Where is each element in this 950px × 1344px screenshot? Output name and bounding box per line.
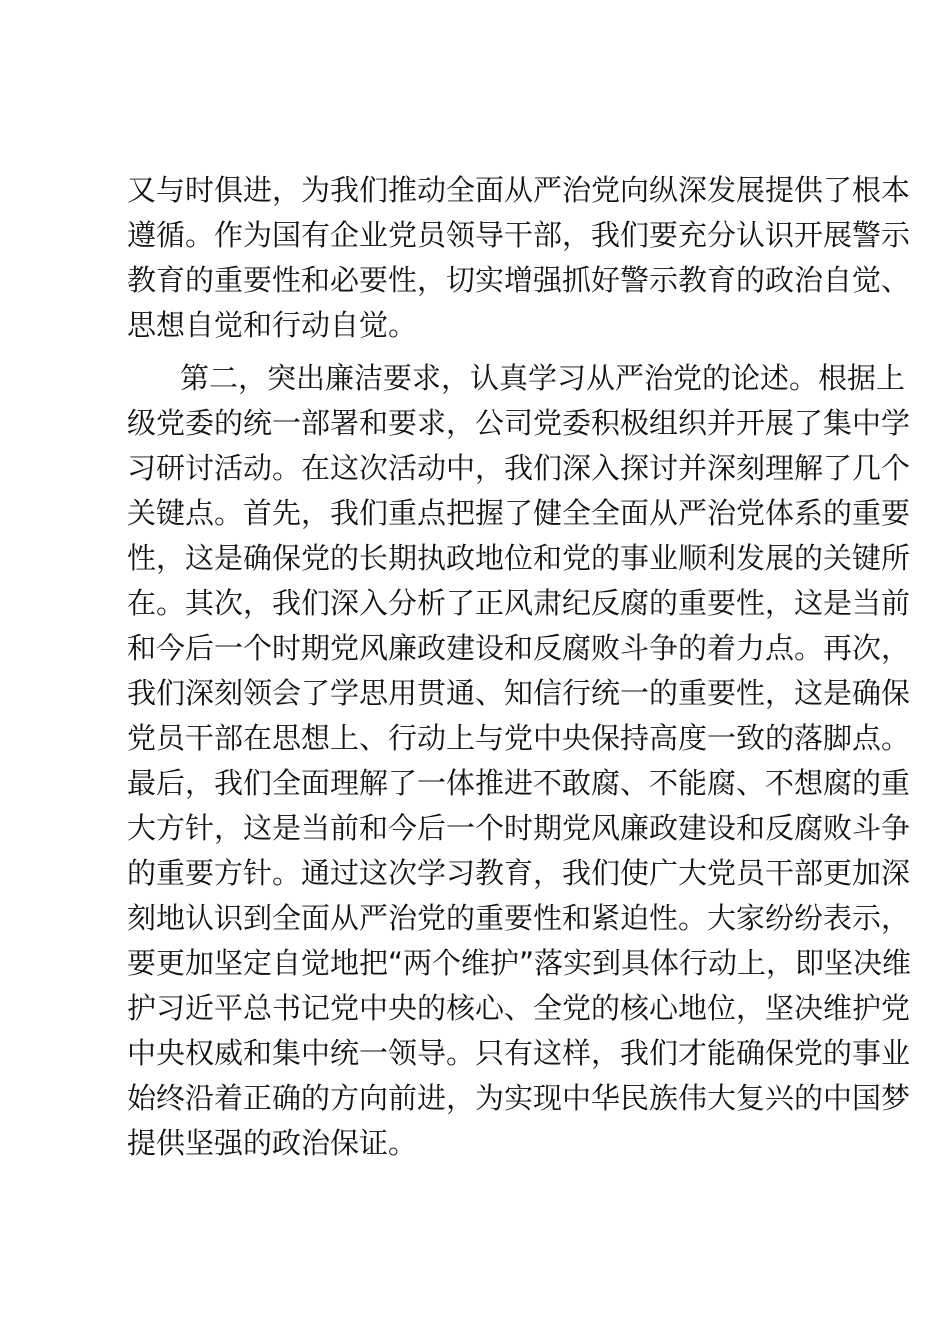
paragraph-2-line-16: 中央权威和集中统一领导。只有这样，我们才能确保党的事业: [127, 1036, 911, 1070]
paragraph-2-line-18: 提供坚强的政治保证。: [127, 1126, 418, 1160]
paragraph-2-line-12: 的重要方针。通过这次学习教育，我们使广大党员干部更加深: [127, 856, 911, 890]
paragraph-1-line-2: 遵循。作为国有企业党员领导干部，我们要充分认识开展警示: [127, 218, 911, 252]
paragraph-2-line-4: 关键点。首先，我们重点把握了健全全面从严治党体系的重要: [127, 496, 911, 530]
paragraph-2-line-3: 习研讨活动。在这次活动中，我们深入探讨并深刻理解了几个: [127, 451, 911, 485]
paragraph-2-line-13: 刻地认识到全面从严治党的重要性和紧迫性。大家纷纷表示，: [127, 901, 911, 935]
paragraph-1-line-4: 思想自觉和行动自觉。: [127, 308, 418, 342]
paragraph-2-line-14: 要更加坚定自觉地把“两个维护”落实到具体行动上，即坚决维: [127, 946, 912, 980]
paragraph-1-line-1: 又与时俱进，为我们推动全面从严治党向纵深发展提供了根本: [127, 173, 911, 207]
paragraph-1-line-3: 教育的重要性和必要性，切实增强抓好警示教育的政治自觉、: [127, 263, 911, 297]
paragraph-2-line-1: 第二，突出廉洁要求，认真学习从严治党的论述。根据上: [180, 361, 906, 395]
paragraph-2-line-15: 护习近平总书记党中央的核心、全党的核心地位，坚决维护党: [127, 991, 911, 1025]
paragraph-2-line-5: 性，这是确保党的长期执政地位和党的事业顺利发展的关键所: [127, 541, 911, 575]
paragraph-2-line-11: 大方针，这是当前和今后一个时期党风廉政建设和反腐败斗争: [127, 811, 911, 845]
paragraph-2-line-2: 级党委的统一部署和要求，公司党委积极组织并开展了集中学: [127, 406, 911, 440]
paragraph-2-line-10: 最后，我们全面理解了一体推进不敢腐、不能腐、不想腐的重: [127, 766, 911, 800]
paragraph-2-line-7: 和今后一个时期党风廉政建设和反腐败斗争的着力点。再次，: [127, 631, 911, 665]
paragraph-2-line-9: 党员干部在思想上、行动上与党中央保持高度一致的落脚点。: [127, 721, 911, 755]
paragraph-2-line-17: 始终沿着正确的方向前进，为实现中华民族伟大复兴的中国梦: [127, 1081, 911, 1115]
paragraph-2-line-6: 在。其次，我们深入分析了正风肃纪反腐的重要性，这是当前: [127, 586, 911, 620]
paragraph-2-line-8: 我们深刻领会了学思用贯通、知信行统一的重要性，这是确保: [127, 676, 911, 710]
